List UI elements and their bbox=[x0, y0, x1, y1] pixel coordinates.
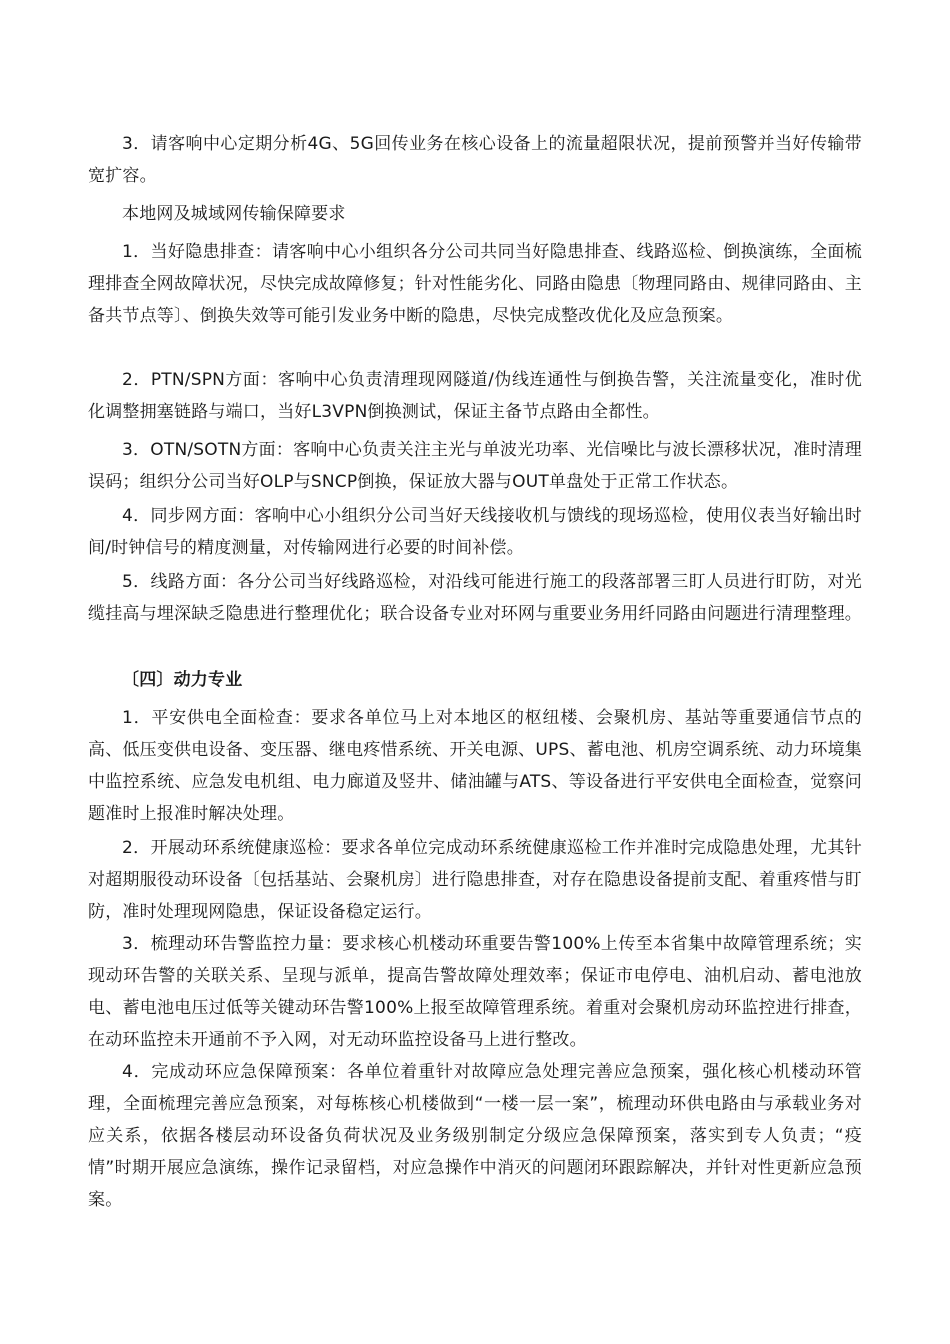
section-subheading-local-network: 本地网及城域网传输保障要求 bbox=[122, 204, 346, 224]
paragraph-line-aspect: 5．线路方面：各分公司当好线路巡检，对沿线可能进行施工的段落部署三盯人员进行盯防，对光缆挂高与埋深缺乏隐患进行整理优化；联合设备专业对环网与重要业务用纤同路由问题进行清理整理。 bbox=[88, 572, 862, 624]
paragraph-alarm-monitoring: 3．梳理动环告警监控力量：要求核心机楼动环重要告警100%上传至本省集中故障管理系统；实现动环告警的关联关系、呈现与派单，提高告警故障处理效率；保证市电停电、油机启动、蓄电池放电、蓄电池电压过低等关键动环告警100%上报至故障管理系统。着重对会聚机房动环监控进行排查，在动环监控未开通前不予入网，对无动环监控设备马上进行整改。 bbox=[88, 934, 862, 1050]
paragraph-hazard-inspection: 1．当好隐患排查：请客响中心小组织各分公司共同当好隐患排查、线路巡检、倒换演练，全面梳理排查全网故障状况，尽快完成故障修复；针对性能劣化、同路由隐患〔物理同路由、规律同路由、主备共节点等〕、倒换失效等可能引发业务中断的隐患，尽快完成整改优化及应急预案。 bbox=[88, 242, 862, 326]
paragraph-sync-network: 4．同步网方面：客响中心小组织分公司当好天线接收机与馈线的现场巡检，使用仪表当好输出时间/时钟信号的精度测量，对传输网进行必要的时间补偿。 bbox=[88, 506, 862, 558]
paragraph-emergency-plan: 4．完成动环应急保障预案：各单位着重针对故障应急处理完善应急预案，强化核心机楼动环管理，全面梳理完善应急预案，对每栋核心机楼做到“一楼一层一案”，梳理动环供电路由与承载业务对应关系，依据各楼层动环设备负荷状况及业务级别制定分级应急保障预案，落实到专人负责；“疫情”时期开展应急演练，操作记录留档，对应急操作中消灭的问题闭环跟踪解决，并针对性更新应急预案。 bbox=[88, 1062, 862, 1210]
section-heading-power: 〔四〕动力专业 bbox=[122, 670, 243, 690]
paragraph-bandwidth-warning: 3．请客响中心定期分析4G、5G回传业务在核心设备上的流量超限状况，提前预警并当好传输带宽扩容。 bbox=[88, 134, 862, 186]
paragraph-health-inspection: 2．开展动环系统健康巡检：要求各单位完成动环系统健康巡检工作并准时完成隐患处理，尤其针对超期服役动环设备〔包括基站、会聚机房〕进行隐患排查，对存在隐患设备提前支配、着重疼惜与盯防，准时处理现网隐患，保证设备稳定运行。 bbox=[88, 838, 862, 922]
paragraph-ptn-spn: 2．PTN/SPN方面：客响中心负责清理现网隧道/伪线连通性与倒换告警，关注流量变化，准时优化调整拥塞链路与端口，当好L3VPN倒换测试，保证主备节点路由全都性。 bbox=[88, 370, 862, 422]
paragraph-power-safety-check: 1．平安供电全面检查：要求各单位马上对本地区的枢纽楼、会聚机房、基站等重要通信节点的高、低压变供电设备、变压器、继电疼惜系统、开关电源、UPS、蓄电池、机房空调系统、动力环境集中监控系统、应急发电机组、电力廊道及竖井、储油罐与ATS、等设备进行平安供电全面检查，觉察问题准时上报准时解决处理。 bbox=[88, 708, 862, 824]
paragraph-otn-sotn: 3．OTN/SOTN方面：客响中心负责关注主光与单波光功率、光信噪比与波长漂移状况，准时清理误码；组织分公司当好OLP与SNCP倒换，保证放大器与OUT单盘处于正常工作状态。 bbox=[88, 440, 862, 492]
